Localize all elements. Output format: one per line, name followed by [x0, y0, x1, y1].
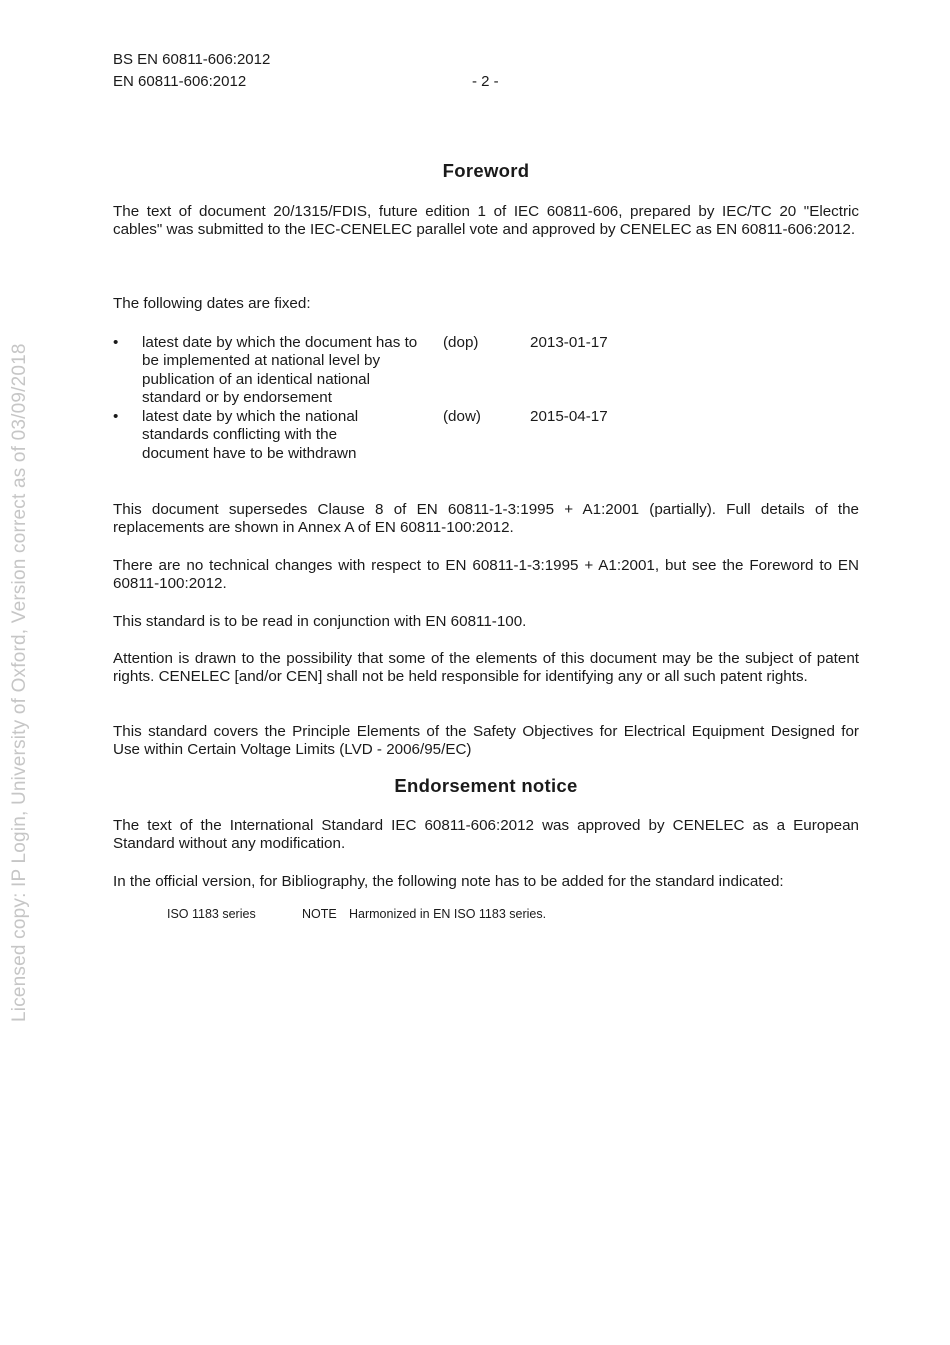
foreword-intro-paragraph: The text of document 20/1315/FDIS, future edition 1 of IEC 60811-606, prepared by IEC/TC 20 "Electric cables" was submitted to the IEC-CENELEC parallel vote and approved by CENELEC as EN 60811-606:2012.	[113, 203, 859, 239]
endorsement-approval-paragraph: The text of the International Standard IEC 60811-606:2012 was approved by CENELEC as a European Standard without any modification.	[113, 817, 859, 853]
bullet-icon: •	[113, 408, 119, 425]
note-text: Harmonized in EN ISO 1183 series.	[349, 907, 547, 921]
note-standard: ISO 1183 series	[167, 907, 256, 921]
foreword-title: Foreword	[442, 160, 530, 181]
date-item-dow	[113, 408, 673, 464]
date-item-code: (dow)	[443, 408, 481, 425]
header-bs-designation: BS EN 60811-606:2012	[113, 51, 271, 68]
supersedes-paragraph: This document supersedes Clause 8 of EN 60811-1-3:1995 + A1:2001 (partially). Full details of the replacements are shown in Annex A of EN 60811-100:2012.	[113, 501, 859, 537]
license-watermark: Licensed copy: IP Login, University of Oxford, Version correct as of 03/09/2018	[9, 343, 30, 1022]
bullet-icon: •	[113, 334, 119, 351]
page-number: - 2 -	[472, 73, 499, 90]
date-item-date: 2013-01-17	[530, 334, 608, 351]
technical-changes-paragraph: There are no technical changes with respect to EN 60811-1-3:1995 + A1:2001, but see the Foreword to EN 60811-100:2012.	[113, 557, 859, 593]
header-en-designation: EN 60811-606:2012	[113, 73, 247, 90]
bibliography-intro: In the official version, for Bibliography, the following note has to be added for the standard indicated:	[113, 873, 784, 890]
conjunction-paragraph: This standard is to be read in conjunction with EN 60811-100.	[113, 613, 527, 630]
note-label: NOTE	[302, 907, 337, 921]
dates-intro: The following dates are fixed:	[113, 295, 311, 312]
date-item-code: (dop)	[443, 334, 479, 351]
date-item-description: latest date by which the national standards conflicting with the document have to be withdrawn	[142, 408, 359, 462]
patent-paragraph: Attention is drawn to the possibility that some of the elements of this document may be the subject of patent rights. CENELEC [and/or CEN] shall not be held responsible for identifying any or all such patent rights.	[113, 650, 859, 686]
endorsement-title: Endorsement notice	[394, 775, 578, 796]
date-item-date: 2015-04-17	[530, 408, 608, 425]
coverage-paragraph: This standard covers the Principle Elements of the Safety Objectives for Electrical Equipment Designed for Use within Certain Voltage Limits (LVD - 2006/95/EC)	[113, 723, 859, 759]
date-item-dop	[113, 334, 673, 406]
date-item-description: latest date by which the document has to be implemented at national level by publication of an identical national standard or by endorsement	[142, 334, 418, 407]
